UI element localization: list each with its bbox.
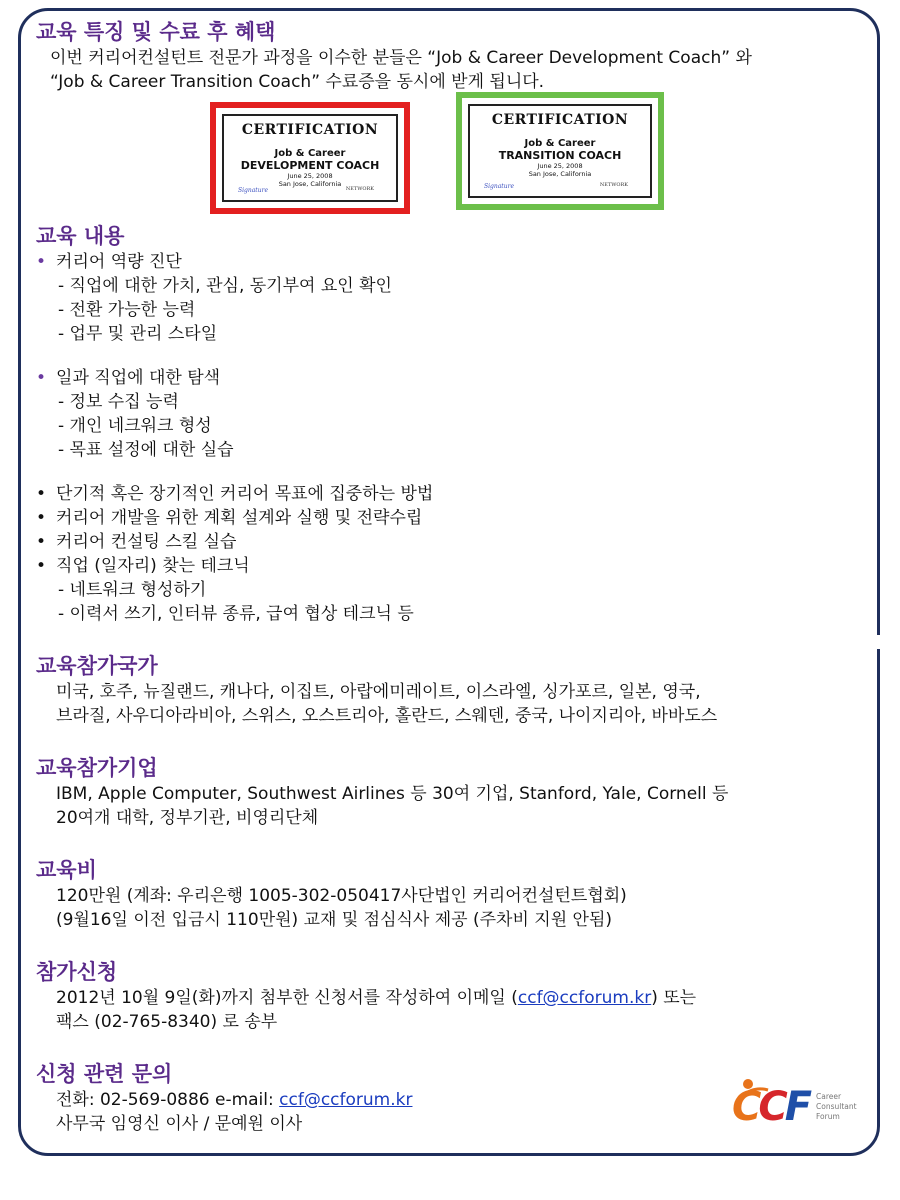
contents-bullet: • 직업 (일자리) 찾는 테크닉: [36, 554, 866, 578]
inquiry-line-2: 사무국 임영신 이사 / 문예원 이사: [56, 1114, 303, 1134]
certificate-signature: Signature: [484, 183, 515, 190]
certificate-place: San Jose, California: [528, 170, 592, 178]
fee-line: (9월16일 이전 입금시 110만원) 교재 및 점심식사 제공 (주차비 지원 안됨): [56, 910, 613, 930]
fee-heading: 교육비: [36, 858, 97, 882]
ccf-logo: [732, 1078, 872, 1138]
logo-letter-c1: C: [732, 1084, 759, 1130]
certificate-row: [36, 100, 866, 224]
contents-bullet: • 일과 직업에 대한 탐색: [36, 366, 866, 390]
document-body: [36, 18, 866, 1136]
apply-email-link[interactable]: ccf@ccforum.kr: [517, 988, 652, 1008]
contents-bullet: • 커리어 개발을 위한 계획 설계와 실행 및 전략수립: [36, 506, 866, 530]
apply-line-2: 팩스 (02-765-8340) 로 송부: [56, 1012, 278, 1032]
certificate-line2: DEVELOPMENT COACH: [240, 159, 380, 172]
certificate-signature: Signature: [238, 187, 269, 194]
benefits-line-2: “Job & Career Transition Coach” 수료증을 동시에 받게 됩니다.: [50, 72, 545, 92]
certificate-title: CERTIFICATION: [491, 112, 629, 128]
certificate-date: June 25, 2008: [287, 172, 333, 180]
inquiry-phone: 전화: 02-569-0886 e-mail:: [56, 1090, 280, 1110]
apply-line-1: [36, 986, 866, 1010]
certificate-line1: Job & Career: [274, 148, 346, 159]
countries-line: 브라질, 사우디아라비아, 스위스, 오스트리아, 홀란드, 스웨덴, 중국, 나이지리아, 바바도스: [56, 706, 718, 726]
logo-letter-c2: C: [758, 1084, 785, 1130]
companies-line: IBM, Apple Computer, Southwest Airlines 등 30여 기업, Stanford, Yale, Cornell 등: [56, 784, 729, 804]
logo-text-line: Forum: [816, 1112, 840, 1121]
contents-sub-item: - 이력서 쓰기, 인터뷰 종류, 급여 협상 테크닉 등: [58, 604, 414, 624]
benefits-heading: 교육 특징 및 수료 후 혜택: [36, 20, 276, 44]
contents-sub-item: - 업무 및 관리 스타일: [58, 324, 218, 344]
certificate-development: [210, 102, 410, 214]
apply-text: 2012년 10월 9일(화)까지 첨부한 신청서를 작성하여 이메일 (: [56, 988, 518, 1008]
certificate-line2: TRANSITION COACH: [498, 149, 622, 162]
certificate-line1: Job & Career: [524, 138, 596, 149]
certificate-network: NETWORK: [599, 182, 628, 188]
frame-break: [870, 635, 890, 649]
countries-line: 미국, 호주, 뉴질랜드, 캐나다, 이집트, 아랍에미레이트, 이스라엘, 싱가포르, 일본, 영국,: [56, 682, 701, 702]
apply-text: ) 또는: [651, 988, 697, 1008]
certificate-title: CERTIFICATION: [241, 122, 379, 138]
apply-heading: 참가신청: [36, 960, 118, 984]
contents-bullet: • 단기적 혹은 장기적인 커리어 목표에 집중하는 방법: [36, 482, 866, 506]
contents-sub-item: - 직업에 대한 가치, 관심, 동기부여 요인 확인: [58, 276, 392, 296]
logo-text-line: Consultant: [816, 1102, 857, 1111]
logo-letter-f: F: [784, 1084, 810, 1130]
contents-bullet: • 커리어 컨설팅 스킬 실습: [36, 530, 866, 554]
fee-line: 120만원 (계좌: 우리은행 1005-302-050417사단법인 커리어컨설턴트협회): [56, 886, 627, 906]
companies-heading: 교육참가기업: [36, 756, 158, 780]
logo-text: [816, 1092, 857, 1122]
contents-heading: 교육 내용: [36, 224, 125, 248]
countries-heading: 교육참가국가: [36, 654, 158, 678]
logo-text-line: Career: [816, 1092, 842, 1101]
certificate-network: NETWORK: [345, 186, 374, 192]
contents-sub-item: - 네트워크 형성하기: [58, 580, 207, 600]
companies-line: 20여개 대학, 정부기관, 비영리단체: [56, 808, 319, 828]
certificate-place: San Jose, California: [278, 180, 342, 188]
contents-sub-item: - 목표 설정에 대한 실습: [58, 440, 234, 460]
contents-sub-item: - 개인 네크워크 형성: [58, 416, 212, 436]
logo-mark: [732, 1084, 809, 1130]
contents-sub-item: - 정보 수집 능력: [58, 392, 179, 412]
contents-bullet: • 커리어 역량 진단: [36, 250, 866, 274]
benefits-line-1: 이번 커리어컨설턴트 전문가 과정을 이수한 분들은 “Job & Career Development Coach” 와: [50, 48, 752, 68]
certificate-date: June 25, 2008: [537, 162, 583, 170]
contents-sub-item: - 전환 가능한 능력: [58, 300, 196, 320]
inquiry-email-link[interactable]: ccf@ccforum.kr: [279, 1090, 413, 1110]
certificate-transition: [456, 92, 664, 210]
inquiry-heading: 신청 관련 문의: [36, 1062, 173, 1086]
